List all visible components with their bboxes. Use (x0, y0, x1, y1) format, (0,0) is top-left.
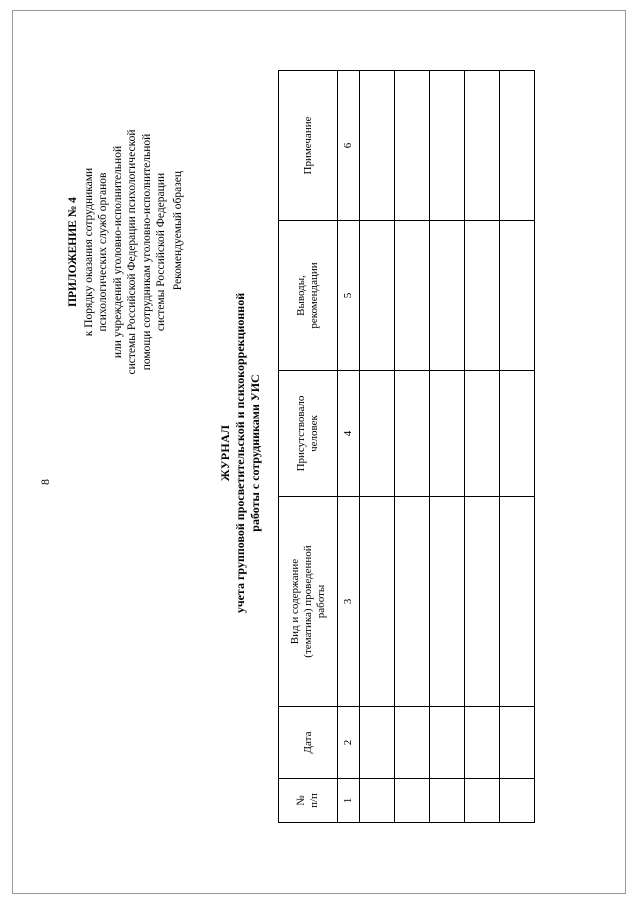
table-row (360, 70, 395, 822)
column-header-notes-line1: Примечание (301, 116, 314, 174)
column-header-attendance (279, 370, 338, 496)
appendix-line-3: или учреждений уголовно-исполнительной (111, 145, 124, 358)
table-cell (395, 496, 430, 706)
table-cell (500, 370, 535, 496)
table-cell (465, 706, 500, 778)
table-cell (465, 496, 500, 706)
journal-title-line-1: ЖУРНАЛ (218, 424, 232, 481)
column-header-work-type (279, 496, 338, 706)
column-header-conclusions-line2: рекомендации (308, 261, 320, 329)
table-header (279, 70, 338, 822)
table-row (500, 70, 535, 822)
cell-number-2: 2 (338, 706, 360, 778)
column-header-date-line1: Дата (301, 731, 314, 753)
appendix-line-4: системы Российской Федерации психологической (126, 129, 138, 374)
column-header-attendance-line2: человек (308, 414, 320, 452)
table-row-numbering (338, 70, 360, 822)
table-cell (500, 220, 535, 370)
column-header-notes (279, 70, 338, 220)
table-cell (465, 778, 500, 822)
column-header-conclusions (279, 220, 338, 370)
cell-number-1: 1 (338, 778, 360, 822)
cell-number-5: 5 (338, 220, 360, 370)
appendix-line-6: системы Российской Федерации (155, 172, 167, 331)
column-header-conclusions-line1: Выводы, (295, 274, 307, 316)
table-cell (360, 220, 395, 370)
table-cell (430, 220, 465, 370)
appendix-line-5: помощи сотрудникам уголовно-исполнительной (140, 133, 153, 370)
column-header-attendance-line1: Присутствовало (295, 395, 307, 471)
page-number: 8 (38, 478, 52, 485)
table-cell (465, 220, 500, 370)
table-cell (500, 496, 535, 706)
recommended-sample-label: Рекомендуемый образец (172, 170, 184, 290)
appendix-title: ПРИЛОЖЕНИЕ № 4 (67, 196, 79, 307)
appendix-line-1: к Порядку оказания сотрудниками (82, 167, 95, 336)
table-cell (360, 778, 395, 822)
appendix-line-2: психологических служб органов (97, 172, 109, 331)
column-header-work-type-line2: (тематика) проведенной (301, 544, 314, 658)
appendix-header (66, 87, 169, 417)
table-cell (500, 706, 535, 778)
table-cell (465, 370, 500, 496)
table-cell (430, 70, 465, 220)
table-row (465, 70, 500, 822)
table-body (338, 70, 535, 822)
cell-number-4: 4 (338, 370, 360, 496)
column-header-number-line1: № (295, 794, 307, 806)
table-cell (500, 778, 535, 822)
table-cell (360, 496, 395, 706)
cell-number-3: 3 (338, 496, 360, 706)
column-header-work-type-line1: Вид и содержание (288, 558, 301, 644)
table-row (430, 70, 465, 822)
table-cell (430, 370, 465, 496)
table-row (395, 70, 430, 822)
table-cell (430, 778, 465, 822)
table-cell (395, 370, 430, 496)
journal-title-line-3: работы с сотрудниками УИС (248, 373, 262, 532)
journal-title-line-2: учета групповой просветительской и психокоррекционной (233, 292, 247, 613)
table-cell (465, 70, 500, 220)
table-cell (430, 496, 465, 706)
table-header-row (279, 70, 338, 822)
journal-table (278, 70, 535, 823)
table-cell (395, 778, 430, 822)
table-cell (395, 220, 430, 370)
table-cell (360, 70, 395, 220)
column-header-date (279, 706, 338, 778)
table-cell (360, 370, 395, 496)
table-cell (395, 70, 430, 220)
table-cell (430, 706, 465, 778)
journal-title (218, 23, 263, 883)
table-cell (395, 706, 430, 778)
rotated-document-body (20, 23, 620, 883)
column-header-number-line2: п/п (308, 792, 320, 808)
table-cell (360, 706, 395, 778)
table-cell (500, 70, 535, 220)
cell-number-6: 6 (338, 70, 360, 220)
column-header-number (279, 778, 338, 822)
column-header-work-type-line3: работы (314, 584, 327, 618)
